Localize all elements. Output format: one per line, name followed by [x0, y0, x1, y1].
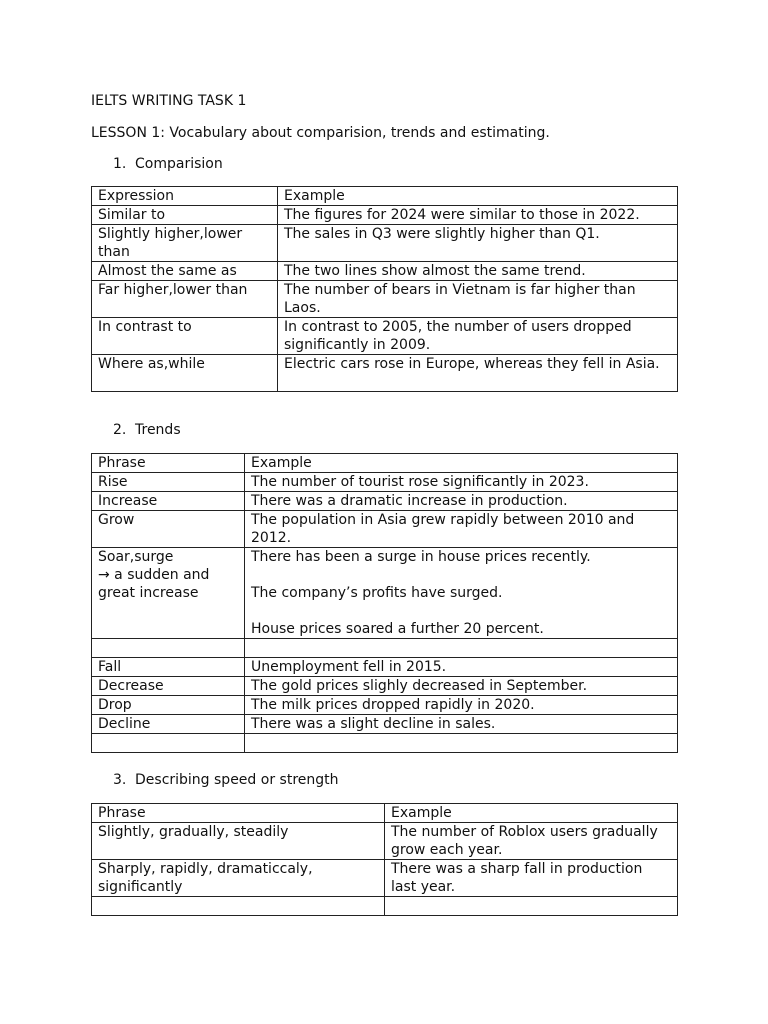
table-row	[92, 639, 678, 658]
table-cell	[245, 639, 678, 658]
table-cell: Far higher,lower than	[92, 281, 278, 318]
comparision-table	[91, 186, 678, 392]
table-cell	[92, 734, 245, 753]
table-row	[92, 897, 678, 916]
table-row	[92, 823, 678, 860]
table-header-cell: Phrase	[92, 454, 245, 473]
table-cell: There has been a surge in house prices recently. The company’s profits have surged. House prices soared a further 20 percent.	[245, 548, 678, 639]
table-cell: Decline	[92, 715, 245, 734]
table-cell	[92, 897, 385, 916]
trends-table	[91, 453, 678, 753]
document-title: IELTS WRITING TASK 1	[91, 93, 247, 109]
table-row	[92, 206, 678, 225]
table-cell: Slightly, gradually, steadily	[92, 823, 385, 860]
table-cell: Decrease	[92, 677, 245, 696]
table-cell: Electric cars rose in Europe, whereas they fell in Asia.	[278, 355, 678, 392]
table-cell	[92, 639, 245, 658]
table-header-cell: Example	[245, 454, 678, 473]
table-header-cell: Expression	[92, 187, 278, 206]
section-number: 1.	[113, 156, 127, 172]
table-row	[92, 281, 678, 318]
table-cell: Unemployment fell in 2015.	[245, 658, 678, 677]
table-cell: Rise	[92, 473, 245, 492]
section-title: Trends	[135, 422, 181, 438]
table-cell: Increase	[92, 492, 245, 511]
table-cell: Where as,while	[92, 355, 278, 392]
table-cell: The milk prices dropped rapidly in 2020.	[245, 696, 678, 715]
table-cell: The gold prices slighly decreased in September.	[245, 677, 678, 696]
table-cell: Soar,surge → a sudden and great increase	[92, 548, 245, 639]
table-header-cell: Example	[278, 187, 678, 206]
table-cell	[245, 734, 678, 753]
table-row	[92, 473, 678, 492]
table-header-row	[92, 804, 678, 823]
section-title: Comparision	[135, 156, 223, 172]
table-header-cell: Example	[385, 804, 678, 823]
speed-strength-table	[91, 803, 678, 916]
table-header-row	[92, 454, 678, 473]
table-cell: Drop	[92, 696, 245, 715]
table-cell: Fall	[92, 658, 245, 677]
section-title: Describing speed or strength	[135, 772, 339, 788]
table-cell: In contrast to 2005, the number of users dropped significantly in 2009.	[278, 318, 678, 355]
table-cell: There was a sharp fall in production last year.	[385, 860, 678, 897]
table-row	[92, 492, 678, 511]
table-header-cell: Phrase	[92, 804, 385, 823]
table-cell: The two lines show almost the same trend.	[278, 262, 678, 281]
lesson-title: LESSON 1: Vocabulary about comparision, trends and estimating.	[91, 125, 550, 141]
table-cell: Almost the same as	[92, 262, 278, 281]
table-cell: The sales in Q3 were slightly higher than Q1.	[278, 225, 678, 262]
table-cell	[385, 897, 678, 916]
table-row	[92, 658, 678, 677]
section-number: 2.	[113, 422, 127, 438]
table-cell: Similar to	[92, 206, 278, 225]
section-number: 3.	[113, 772, 127, 788]
section-heading-trends	[113, 421, 181, 439]
table-cell: Grow	[92, 511, 245, 548]
table-cell: Slightly higher,lower than	[92, 225, 278, 262]
table-row	[92, 677, 678, 696]
section-heading-speed-strength	[113, 771, 339, 789]
table-row	[92, 696, 678, 715]
table-header-row	[92, 187, 678, 206]
table-cell: The number of Roblox users gradually grow each year.	[385, 823, 678, 860]
table-cell: Sharply, rapidly, dramaticcaly, significantly	[92, 860, 385, 897]
table-row	[92, 548, 678, 639]
table-row	[92, 318, 678, 355]
table-cell: There was a dramatic increase in production.	[245, 492, 678, 511]
table-row	[92, 715, 678, 734]
section-heading-comparision	[113, 155, 223, 173]
table-row	[92, 262, 678, 281]
table-cell: The number of bears in Vietnam is far higher than Laos.	[278, 281, 678, 318]
table-cell: The number of tourist rose significantly in 2023.	[245, 473, 678, 492]
table-cell: There was a slight decline in sales.	[245, 715, 678, 734]
table-row	[92, 511, 678, 548]
table-row	[92, 355, 678, 392]
table-row	[92, 734, 678, 753]
table-row	[92, 860, 678, 897]
table-row	[92, 225, 678, 262]
table-cell: The population in Asia grew rapidly between 2010 and 2012.	[245, 511, 678, 548]
table-cell: In contrast to	[92, 318, 278, 355]
table-cell: The figures for 2024 were similar to those in 2022.	[278, 206, 678, 225]
